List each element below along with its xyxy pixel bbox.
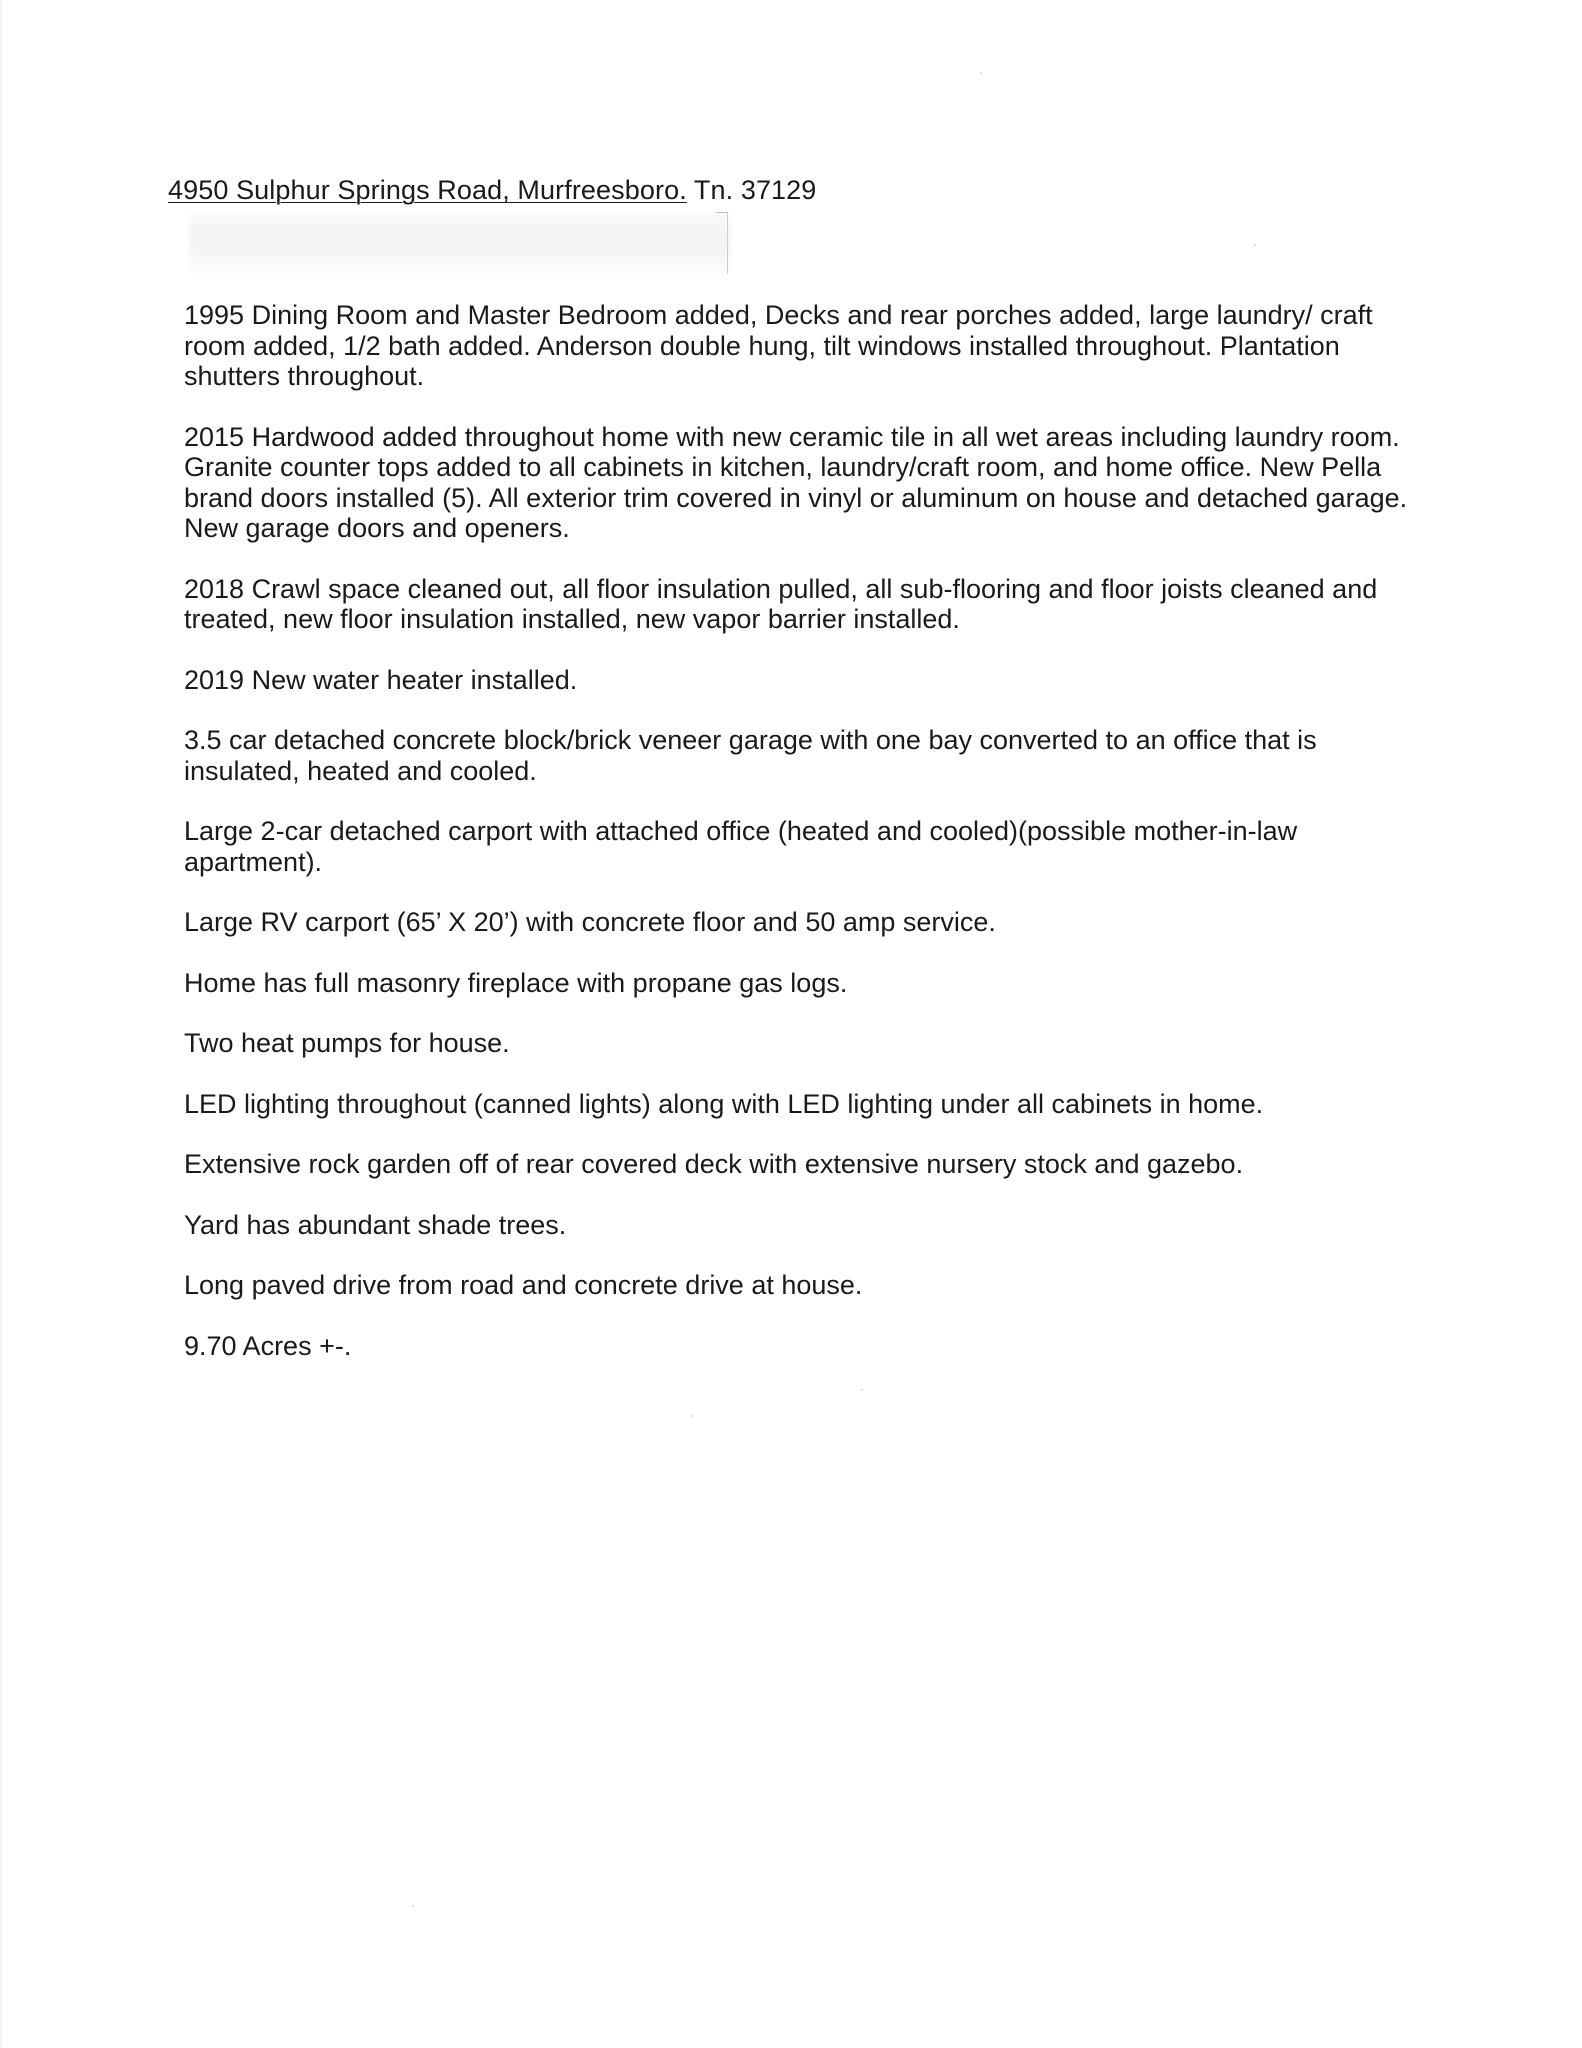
scan-speck: [412, 1905, 414, 1907]
scan-speck: [980, 72, 982, 74]
scan-speck: [1254, 244, 1256, 246]
paragraph-1995-renovations: 1995 Dining Room and Master Bedroom added, Decks and rear porches added, large laundry/ craft room added, 1/2 bath added. Anderson double hung, tilt windows installed throughout. Plantation shutters throughout.: [184, 300, 1373, 391]
paragraph-fireplace: Home has full masonry fireplace with propane gas logs.: [184, 967, 848, 998]
paragraph-2019-water-heater: 2019 New water heater installed.: [184, 664, 578, 695]
property-details: [184, 300, 1414, 1391]
property-address: [168, 175, 816, 206]
redaction-border-tick: [716, 212, 728, 213]
redacted-area: [190, 212, 730, 272]
redaction-border: [727, 212, 728, 274]
scan-left-edge: [0, 0, 3, 2048]
paragraph-garage: 3.5 car detached concrete block/brick veneer garage with one bay converted to an office that is insulated, heated and cooled.: [184, 725, 1317, 786]
paragraph-heat-pumps: Two heat pumps for house.: [184, 1028, 510, 1058]
paragraph-rv-carport: Large RV carport (65’ X 20’) with concrete floor and 50 amp service.: [184, 907, 996, 937]
address-city-zip: Tn. 37129: [686, 175, 817, 205]
paragraph-carport-office: Large 2-car detached carport with attached office (heated and cooled)(possible mother-in-law apartment).: [184, 816, 1298, 877]
paragraph-led-lighting: LED lighting throughout (canned lights) along with LED lighting under all cabinets in home.: [184, 1088, 1264, 1119]
paragraph-driveway: Long paved drive from road and concrete drive at house.: [184, 1270, 863, 1300]
paragraph-shade-trees: Yard has abundant shade trees.: [184, 1209, 567, 1240]
paragraph-acreage: 9.70 Acres +-.: [184, 1330, 352, 1361]
scan-speck: [691, 1415, 693, 1417]
address-street: 4950 Sulphur Springs Road, Murfreesboro.: [168, 175, 687, 205]
paragraph-2015-renovations: 2015 Hardwood added throughout home with new ceramic tile in all wet areas including laundry room. Granite counter tops added to all cabinets in kitchen, laundry/craft room, and home office. New Pella brand doors installed (5). All exterior trim covered in vinyl or aluminum on house and detached garage. New garage doors and openers.: [184, 421, 1408, 543]
paragraph-2018-crawl-space: 2018 Crawl space cleaned out, all floor insulation pulled, all sub-flooring and floor joists cleaned and treated, new floor insulation installed, new vapor barrier installed.: [184, 573, 1378, 634]
paragraph-rock-garden: Extensive rock garden off of rear covered deck with extensive nursery stock and gazebo.: [184, 1149, 1244, 1179]
scan-speck: [861, 1389, 863, 1391]
